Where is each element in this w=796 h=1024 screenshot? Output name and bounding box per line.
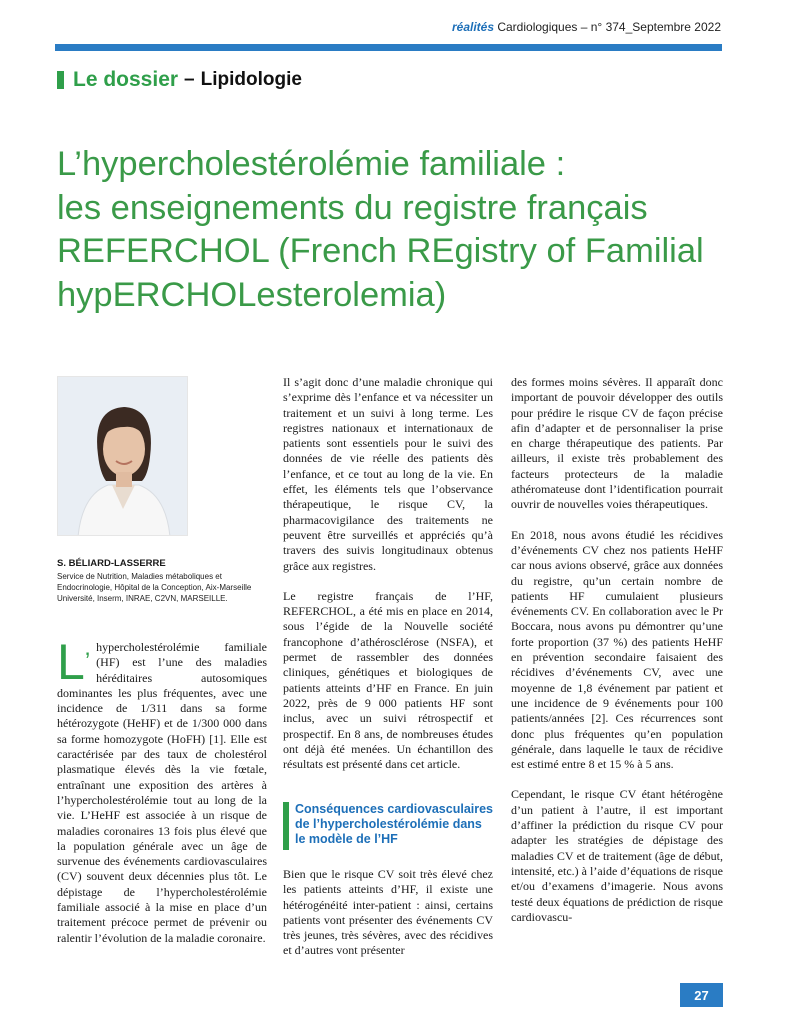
column-1 bbox=[57, 634, 267, 961]
title-line: L’hypercholestérolémie familiale : bbox=[57, 145, 566, 183]
rubric-section: Le dossier bbox=[73, 68, 179, 91]
page-number: 27 bbox=[680, 983, 723, 1007]
column-2 bbox=[283, 375, 493, 787]
author-affiliation: Service de Nutrition, Maladies métaboliques et Endocrinologie, Hôpital de la Conception, Aix-Marseille Université, Inserm, INRAE, C2VN, MARSEILLE. bbox=[57, 572, 252, 603]
journal-issue: – n° 374_Septembre 2022 bbox=[580, 20, 721, 34]
body-paragraph: Il s’agit donc d’une maladie chronique qui s’exprime dès l’enfance et va nécessiter un traitement et un suivi à long terme. Les registres nationaux et internationaux de patients sont essentiels pour le suivi des données de vie réelle des patients dès l’enfance, et ce tout au long de la vie. En effet, les éléments tels que l’observance thérapeutique, le risque CV, la pharmacovigilance des traitements ne peuvent être surveillés et appréciés qu’à travers des suivis longitudinaux obtenus grâce aux registres. bbox=[283, 375, 493, 573]
column-3 bbox=[511, 375, 723, 940]
body-paragraph: des formes moins sévères. Il apparaît donc important de pouvoir développer des outils pour prédire le risque CV de façon précise afin d’adapter et de personnaliser la prise en charge thérapeutique des patients. Par ailleurs, il existe très probablement des facteurs protecteurs de la maladie athéromateuse dont l’identification pourrait ouvrir de nouvelles voies thérapeutiques. bbox=[511, 375, 723, 512]
drop-cap-letter: L bbox=[57, 634, 85, 690]
body-paragraph: Cependant, le risque CV étant hétérogène d’un patient à l’autre, il est important d’affiner la prédiction du risque CV pour adapter les stratégies de dépistage des maladies CV et de traitement (âge de début, intensité, etc.) à l’aide d’équations de risque et/ou d’examens d’imagerie. Nous avons testé deux équations de prédiction de risque cardiovascu- bbox=[511, 787, 723, 924]
intro-text: hypercholestérolémie familiale (HF) est l’une des maladies héréditaires autosomiques dominantes les plus fréquentes, avec une incidence de 1/311 dans sa forme hétérozygote (HeHF) et de 1/300 000 dans sa forme homozygote (HoFH) [1]. Elle est caractérisée par des taux de cholestérol plasmatique élevés dès la vie fœtale, entraînant une exposition des artères à l’hypercholestérolémie tout au long de la vie. L’HeHF est associée à un risque de maladies coronaires 13 fois plus élevé que la population générale avec un âge de survenue des événements cardiovasculaires (CV) souvent deux décennies plus tôt. Le dépistage de l’hypercholestérolémie familiale associé à la mise en place d’un traitement précoce permet de prévenir ou ralentir l’évolution de la maladie coronaire. bbox=[57, 640, 267, 945]
author-photo bbox=[57, 376, 188, 536]
body-paragraph: Bien que le risque CV soit très élevé chez les patients atteints d’HF, il existe une hétérogénéité inter-patient : ainsi, certains patients vont présenter des événements CV très jeunes, très sévères, avec des récidives et d’autres vont présenter bbox=[283, 867, 493, 958]
drop-cap-apostrophe: ’ bbox=[84, 648, 91, 675]
title-line: les enseignements du registre français bbox=[57, 188, 648, 227]
journal-brand: réalités bbox=[451, 20, 494, 34]
header-rule bbox=[55, 44, 722, 51]
body-paragraph: En 2018, nous avons étudié les récidives d’événements CV chez nos patients HeHF car nous avions observé, grâce aux données du registre, qu’un certain nombre de patients HF cumulaient plusieurs événements CV. En collaboration avec le Pr Boccara, nous avons pu démontrer qu’une forte proportion (37 %) des patients HeHF en prévention secondaire faisaient des récidives d’événements CV, avec une moyenne de 1,8 événement par patient et une incidence de 9 événements pour 100 patients/années [2]. Ces récurrences sont donc plus fréquentes qu’en population générale, dans laquelle le taux de récidive est estimé entre 8 et 15 % à 5 ans. bbox=[511, 527, 723, 772]
rubric-dash: – bbox=[184, 69, 195, 90]
journal-name: Cardiologiques bbox=[497, 20, 578, 34]
author-block bbox=[57, 558, 267, 604]
rubric-topic: Lipidologie bbox=[200, 69, 302, 90]
column-2-continued bbox=[283, 867, 493, 974]
author-name: S. BÉLIARD-LASSERRE bbox=[57, 558, 166, 569]
body-paragraph: Le registre français de l’HF, REFERCHOL, a été mis en place en 2014, sous l’égide de la Nouvelle société francophone d’athérosclérose (NSFA), et permet de rassembler des données cliniques, génétiques et biologiques de patients atteints d’HF en France. En juin 2022, près de 9 000 patients HF sont inclus, avec un suivi rétrospectif et prospectif. En 8 ans, de nombreuses études ont déjà été menées. Un échantillon des résultats est présenté dans cet article. bbox=[283, 588, 493, 772]
title-line: REFERCHOL (French REgistry of Familial bbox=[57, 232, 704, 270]
title-line: hypERCHOLesterolemia) bbox=[57, 275, 447, 314]
intro-paragraph bbox=[57, 634, 267, 946]
subheading bbox=[283, 802, 493, 850]
running-head bbox=[452, 20, 721, 34]
section-rubric bbox=[57, 68, 302, 92]
drop-cap bbox=[57, 634, 96, 690]
subheading-text: Conséquences cardiovasculaires de l’hypercholestérolémie dans le modèle de l’HF bbox=[295, 802, 494, 846]
author-portrait bbox=[58, 377, 188, 536]
article-title bbox=[57, 143, 737, 317]
subheading-bar bbox=[283, 802, 289, 850]
rubric-bar bbox=[57, 71, 64, 89]
